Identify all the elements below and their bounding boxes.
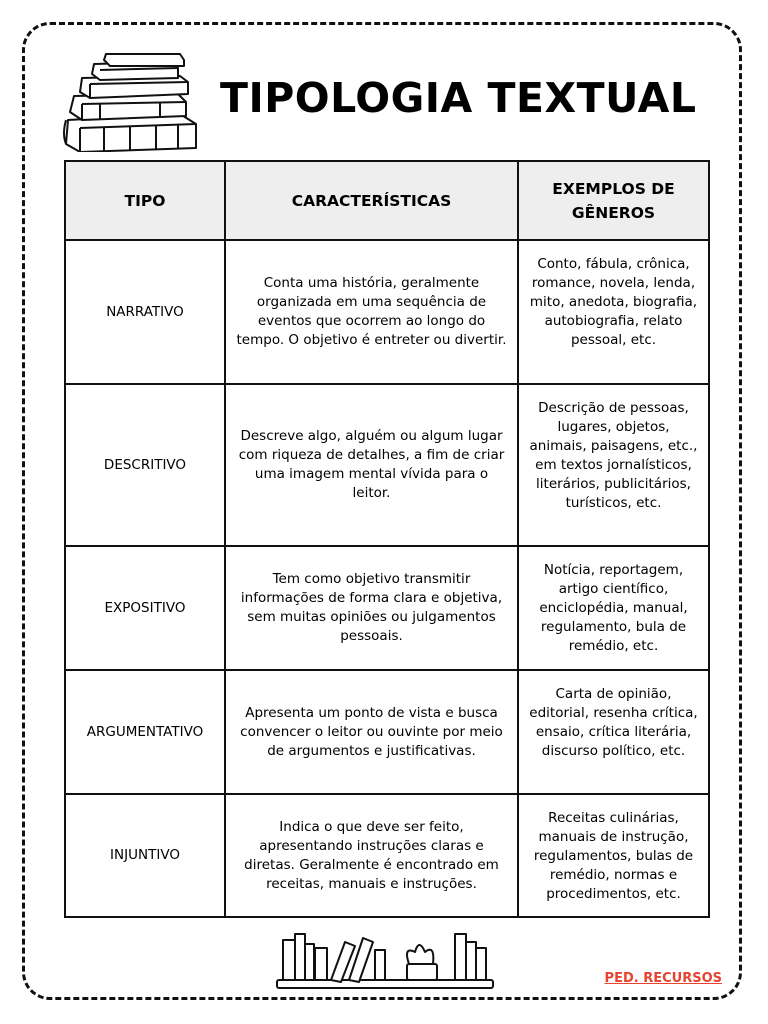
typology-table — [64, 160, 710, 918]
bookshelf-icon — [275, 928, 495, 990]
table-row — [65, 794, 709, 917]
header-tipo: TIPO — [65, 161, 225, 240]
row-tipo: INJUNTIVO — [65, 794, 225, 917]
table-header-row — [65, 161, 709, 240]
row-tipo: DESCRITIVO — [65, 384, 225, 546]
page-title: TIPOLOGIA TEXTUAL — [220, 74, 697, 122]
table-row — [65, 546, 709, 670]
row-exemplos: Descrição de pessoas, lugares, objetos, animais, paisagens, etc., em textos jornalísticos, literários, publicitários, turísticos, etc. — [518, 384, 709, 546]
table-row — [65, 240, 709, 384]
table-row — [65, 670, 709, 794]
book-stack-icon — [60, 52, 202, 152]
row-tipo: NARRATIVO — [65, 240, 225, 384]
row-exemplos: Carta de opinião, editorial, resenha crítica, ensaio, crítica literária, discurso político, etc. — [518, 670, 709, 794]
row-caracteristicas: Tem como objetivo transmitir informações de forma clara e objetiva, sem muitas opiniões ou julgamentos pessoais. — [225, 546, 518, 670]
row-caracteristicas: Descreve algo, alguém ou algum lugar com riqueza de detalhes, a fim de criar uma imagem mental vívida para o leitor. — [225, 384, 518, 546]
row-caracteristicas: Apresenta um ponto de vista e busca convencer o leitor ou ouvinte por meio de argumentos e justificativas. — [225, 670, 518, 794]
row-tipo: ARGUMENTATIVO — [65, 670, 225, 794]
row-caracteristicas: Conta uma história, geralmente organizada em uma sequência de eventos que ocorrem ao longo do tempo. O objetivo é entreter ou divertir. — [225, 240, 518, 384]
row-exemplos: Notícia, reportagem, artigo científico, enciclopédia, manual, regulamento, bula de remédio, etc. — [518, 546, 709, 670]
footer-brand-link[interactable]: PED. RECURSOS — [604, 971, 722, 986]
table-row — [65, 384, 709, 546]
row-exemplos: Conto, fábula, crônica, romance, novela, lenda, mito, anedota, biografia, autobiografia, relato pessoal, etc. — [518, 240, 709, 384]
row-caracteristicas: Indica o que deve ser feito, apresentando instruções claras e diretas. Geralmente é encontrado em receitas, manuais e instruções. — [225, 794, 518, 917]
row-tipo: EXPOSITIVO — [65, 546, 225, 670]
row-exemplos: Receitas culinárias, manuais de instrução, regulamentos, bulas de remédio, normas e procedimentos, etc. — [518, 794, 709, 917]
header-exemplos: EXEMPLOS DE GÊNEROS — [518, 161, 709, 240]
header-caracteristicas: CARACTERÍSTICAS — [225, 161, 518, 240]
